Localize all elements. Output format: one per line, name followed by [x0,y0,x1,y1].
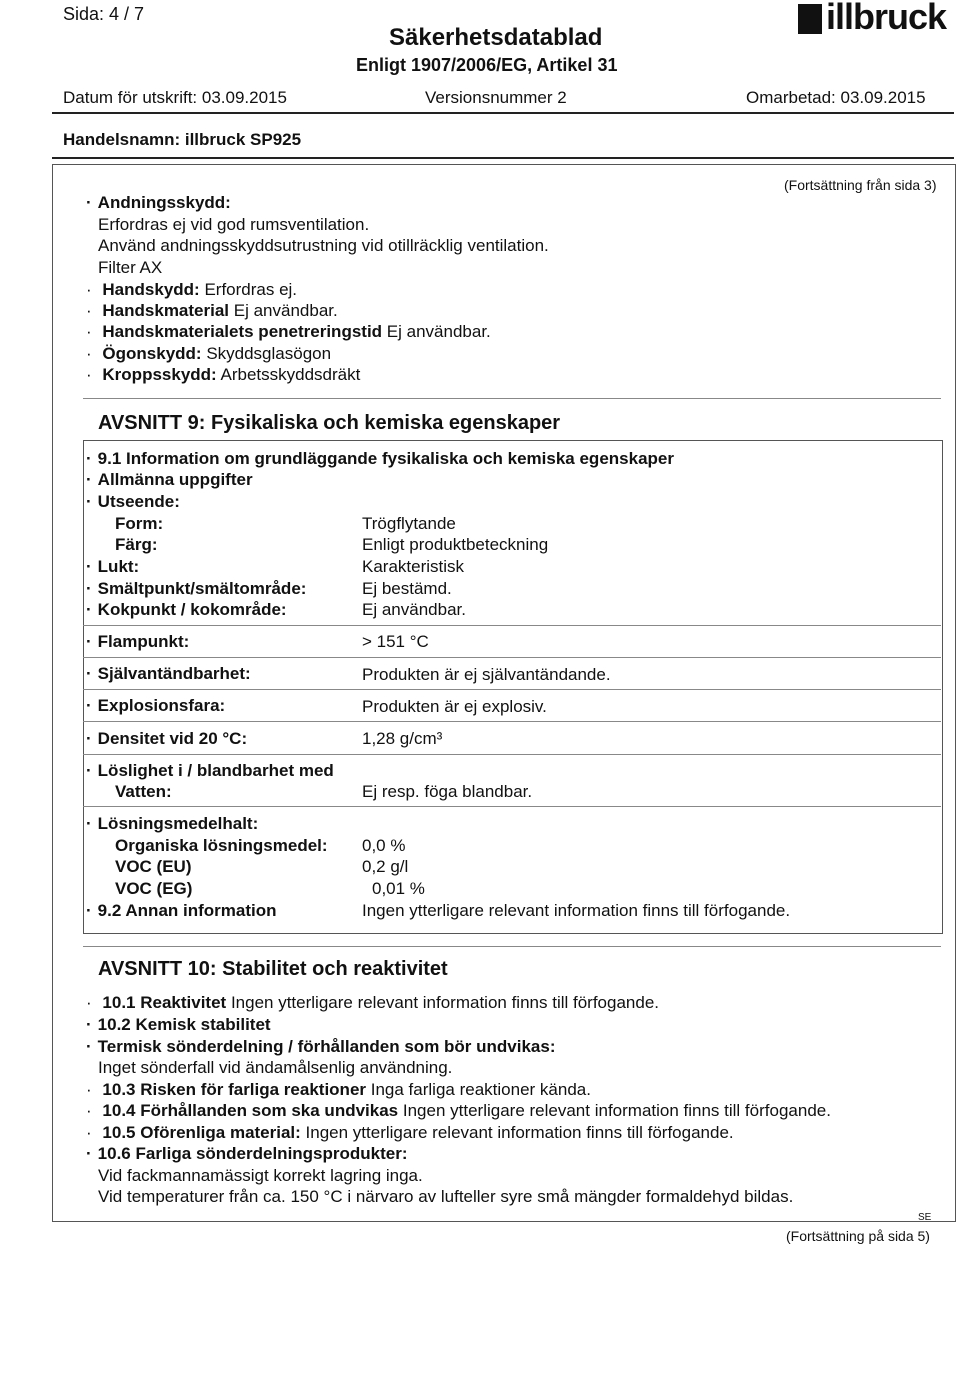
odor-value: Karakteristisk [362,557,465,576]
thermal-decomposition-value: Inget sönderfall vid ändamålsenlig användning. [98,1058,453,1077]
solvent-rule [83,806,941,807]
trade-name: Handelsnamn: illbruck SP925 [63,130,302,149]
hazardous-reactions-value: Inga farliga reaktioner kända. [370,1080,591,1099]
hand-protection-value: Erfordras ej. [204,280,298,299]
decomposition-products-line-2: Vid temperaturer från ca. 150 °C i närvaro av lufteller syre små mängder formaldehyd bildas. [98,1187,794,1206]
appearance-heading: · Utseende: [86,492,180,512]
thermal-decomposition-label: · Termisk sönderdelning / förhållanden som bör undvikas: [86,1037,556,1057]
continued-to: (Fortsättning på sida 5) [786,1228,930,1244]
breathing-line-1: Erfordras ej vid god rumsventilation. [98,215,370,234]
solubility-label: · Löslighet i / blandbarhet med [86,761,334,781]
revision-date: Omarbetad: 03.09.2015 [746,88,926,107]
melting-point-label: · Smältpunkt/smältområde: [86,579,306,599]
form-label: Form: [115,514,164,533]
document-subtitle: Enligt 1907/2006/EG, Artikel 31 [356,55,618,75]
selfign-rule [83,657,941,658]
solubility-rule [83,754,941,755]
solvent-content-label: · Lösningsmedelhalt: [86,814,258,834]
flash-point-label: · Flampunkt: [86,632,189,652]
melting-point-value: Ej bestämd. [362,579,452,598]
self-ignition-label: · Självantändbarhet: [86,664,251,684]
breathing-line-3: Filter AX [98,258,163,277]
body-protection [86,365,360,385]
section-9-title: AVSNITT 9: Fysikaliska och kemiska egenskaper [98,412,561,434]
flash-rule [83,625,941,626]
explosion-label: · Explosionsfara: [86,696,225,716]
glove-penetration-label: Handskmaterialets penetreringstid [102,322,383,341]
organic-solvents-value: 0,0 % [362,836,406,855]
density-label: · Densitet vid 20 °C: [86,729,247,749]
header-divider [52,112,954,114]
logo-mark [798,4,822,34]
eye-protection-label: Ögonskydd: [102,344,202,363]
s92-label: · 9.2 Annan information [86,901,277,921]
trade-name-divider [52,157,954,159]
conditions-to-avoid-value: Ingen ytterligare relevant information finns till förfogande. [402,1101,831,1120]
document-title: Säkerhetsdatablad [389,24,603,51]
decomposition-products-label: · 10.6 Farliga sönderdelningsprodukter: [86,1144,408,1164]
conditions-to-avoid-label: 10.4 Förhållanden som ska undvikas [102,1101,399,1120]
boiling-point-label: · Kokpunkt / kokområde: [86,600,287,620]
voc-eu-label: VOC (EU) [115,857,192,876]
hand-protection-label: Handskydd: [102,280,200,299]
glove-material [86,301,338,321]
self-ignition-value: Produkten är ej självantändande. [362,665,611,684]
body-protection-label: Kroppsskydd: [102,365,217,384]
glove-penetration [86,322,491,342]
water-value: Ej resp. föga blandbar. [362,782,533,801]
logo-text: illbruck [826,0,947,37]
section-10-title: AVSNITT 10: Stabilitet och reaktivitet [98,958,448,980]
breathing-line-2: Använd andningsskyddsutrustning vid otillräcklig ventilation. [98,236,549,255]
page-number: Sida: 4 / 7 [63,4,145,24]
glove-penetration-value: Ej användbar. [386,322,491,341]
density-rule [83,721,941,722]
body-protection-value: Arbetsskyddsdräkt [220,365,361,384]
voc-eg-label: VOC (EG) [115,879,193,898]
hazardous-reactions [86,1080,591,1100]
country-code: SE [918,1212,932,1223]
reactivity-label: 10.1 Reaktivitet [102,993,227,1012]
color-value: Enligt produktbeteckning [362,535,549,554]
incompatible-materials-label: 10.5 Oförenliga material: [102,1123,301,1142]
s91-heading: · 9.1 Information om grundläggande fysikaliska och kemiska egenskaper [86,449,674,469]
eye-protection-value: Skyddsglasögon [206,344,332,363]
organic-solvents-label: Organiska lösningsmedel: [115,836,328,855]
flash-point-value: > 151 °C [362,632,429,651]
odor-label: · Lukt: [86,557,139,577]
reactivity [86,993,659,1013]
s92-value: Ingen ytterligare relevant information finns till förfogande. [362,901,791,920]
incompatible-materials-value: Ingen ytterligare relevant information finns till förfogande. [305,1123,734,1142]
density-value: 1,28 g/cm³ [362,729,443,748]
explosion-rule [83,689,941,690]
voc-eg-value: 0,01 % [372,879,425,898]
version-number: Versionsnummer 2 [425,88,567,107]
section-9-top-rule [83,398,941,399]
voc-eu-value: 0,2 g/l [362,857,409,876]
breathing-protection-label: · Andningsskydd: [86,193,231,213]
boiling-point-value: Ej användbar. [362,600,466,619]
glove-material-value: Ej användbar. [233,301,338,320]
continued-from: (Fortsättning från sida 3) [784,177,937,193]
color-label: Färg: [115,535,158,554]
hazardous-reactions-label: 10.3 Risken för farliga reaktioner [102,1080,367,1099]
eye-protection [86,344,331,364]
section-10-top-rule [83,946,941,947]
glove-material-label: Handskmaterial [102,301,230,320]
reactivity-value: Ingen ytterligare relevant information finns till förfogande. [230,993,660,1012]
print-date: Datum för utskrift: 03.09.2015 [63,88,287,107]
explosion-value: Produkten är ej explosiv. [362,697,547,716]
hand-protection [86,280,297,300]
decomposition-products-line-1: Vid fackmannamässigt korrekt lagring inga. [98,1166,423,1185]
form-value: Trögflytande [362,514,456,533]
chemical-stability-label: · 10.2 Kemisk stabilitet [86,1015,271,1035]
conditions-to-avoid [86,1101,831,1121]
water-label: Vatten: [115,782,172,801]
general-info-heading: · Allmänna uppgifter [86,470,253,490]
section-9-frame [83,440,943,934]
incompatible-materials [86,1123,734,1143]
